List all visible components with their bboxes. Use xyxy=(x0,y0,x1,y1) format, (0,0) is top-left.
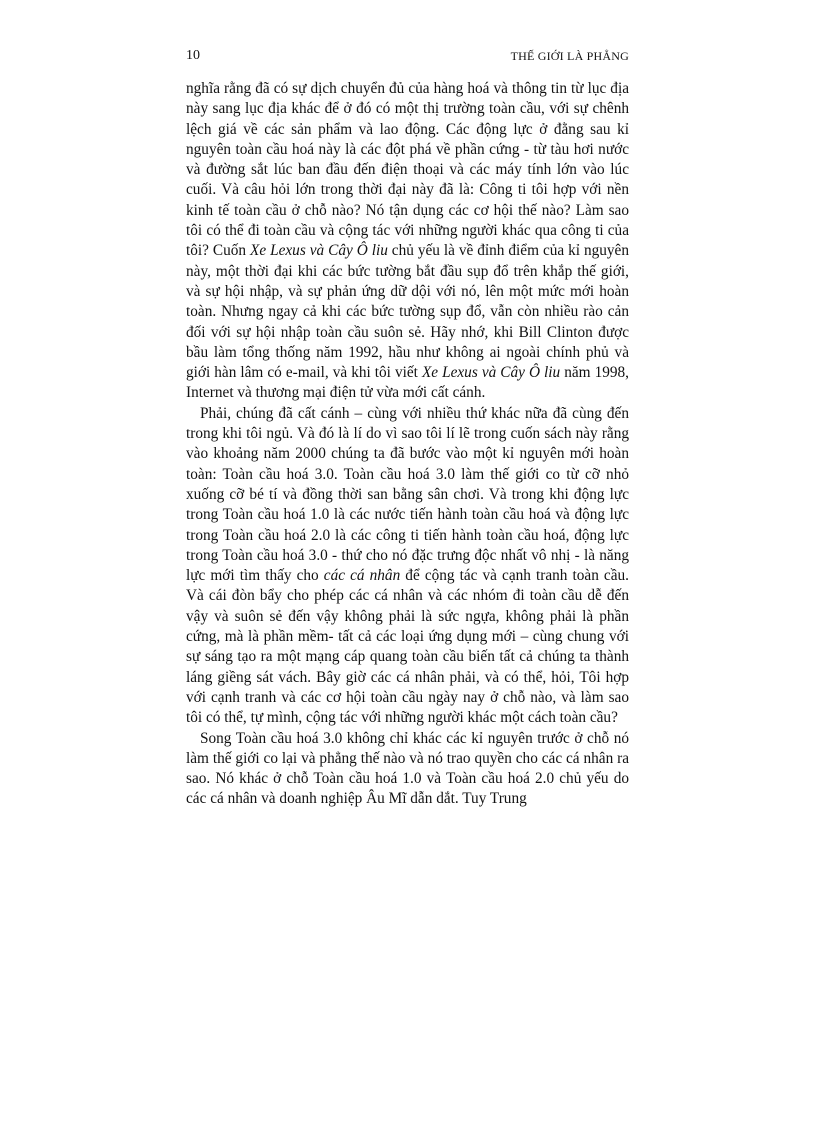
paragraph-3 xyxy=(186,729,629,810)
paragraph-1 xyxy=(186,79,629,404)
paragraph-3-text: Song Toàn cầu hoá 3.0 không chỉ khác các kỉ nguyên trước ở chỗ nó làm thế giới co lại và phẳng thế nào và nó trao quyền cho các cá nhân ra sao. Nó khác ở chỗ Toàn cầu hoá 1.0 và Toàn cầu hoá 2.0 chủ yếu do các cá nhân và doanh nghiệp Âu Mĩ dẫn dắt. Tuy Trung xyxy=(186,729,629,808)
body-text xyxy=(186,79,629,810)
paragraph-2-text-a: Phải, chúng đã cất cánh – cùng với nhiều thứ khác nữa đã cùng đến trong khi tôi ngủ. Và đó là lí do vì sao tôi lí lẽ trong cuốn sách này rằng vào khoảng năm 2000 chúng ta đã bước vào một kỉ nguyên mới hoàn toàn: Toàn cầu hoá 3.0. Toàn cầu hoá 3.0 làm thế giới co từ cỡ nhỏ xuống cỡ bé tí và đồng thời san bằng sân chơi. Và trong khi động lực trong Toàn cầu hoá 1.0 là các nước tiến hành toàn cầu hoá và động lực trong Toàn cầu hoá 2.0 là các công ti tiến hành toàn cầu hoá, động lực trong Toàn cầu hoá 3.0 - thứ cho nó đặc trưng độc nhất vô nhị - là năng lực mới tìm thấy cho xyxy=(186,404,629,585)
page-number: 10 xyxy=(186,48,200,63)
paragraph-1-text-b: chủ yếu là về đỉnh điểm của kỉ nguyên này, một thời đại khi các bức tường bắt đầu sụp đổ trên khắp thế giới, và sự hội nhập, và sự phản ứng dữ dội với nó, lên một mức mới hoàn toàn. Nhưng ngay cả khi các bức tường sụp đổ, vẫn còn nhiều rào cản đối với sự hội nhập toàn cầu suôn sẻ. Hãy nhớ, khi Bill Clinton được bầu làm tổng thống năm 1992, hầu như không ai ngoài chính phủ và giới hàn lâm có e-mail, và khi tôi viết xyxy=(186,242,630,382)
running-title: THẾ GIỚI LÀ PHẲNG xyxy=(510,49,629,63)
paragraph-2-text-b: để cộng tác và cạnh tranh toàn cầu. Và cái đòn bẩy cho phép các cá nhân và các nhóm đi toàn cầu dễ đến vậy và suôn sẻ đến vậy không phải là sức ngựa, không phải là phần cứng, mà là phần mềm- tất cả các loại ứng dụng mới – cùng chung với sự sáng tạo ra một mạng cáp quang toàn cầu biến tất cả chúng ta thành láng giềng sát vách. Bây giờ các cá nhân phải, và có thể, hỏi, Tôi hợp với cạnh tranh và các cơ hội toàn cầu ngày nay ở chỗ nào, và làm sao tôi có thể, tự mình, cộng tác với những người khác một cách toàn cầu? xyxy=(186,567,629,727)
paragraph-2 xyxy=(186,404,629,729)
book-title-italic: Xe Lexus và Cây Ô liu xyxy=(421,364,561,382)
book-title-italic: Xe Lexus và Cây Ô liu xyxy=(250,242,388,260)
paragraph-1-text-c: năm 1998, Internet và thương mại điện tử vừa mới cất cánh. xyxy=(186,364,630,402)
paragraph-1-text-a: nghĩa rằng đã có sự dịch chuyển đủ của hàng hoá và thông tin từ lục địa này sang lục địa khác để ở đó có một thị trường toàn cầu, với sự chênh lệch giá về các sản phẩm và lao động. Các động lực ở đằng sau kỉ nguyên toàn cầu hoá này là các đột phá về phần cứng - từ tàu hơi nước và đường sắt lúc ban đầu đến điện thoại và các máy tính lớn vào lúc cuối. Và câu hỏi lớn trong thời đại này đã là: Công ti tôi hợp với nền kinh tế toàn cầu ở chỗ nào? Nó tận dụng các cơ hội thế nào? Làm sao tôi có thể đi toàn cầu và cộng tác với những người khác qua công ti của tôi? Cuốn xyxy=(186,80,629,260)
emphasis-italic: các cá nhân xyxy=(323,567,401,585)
